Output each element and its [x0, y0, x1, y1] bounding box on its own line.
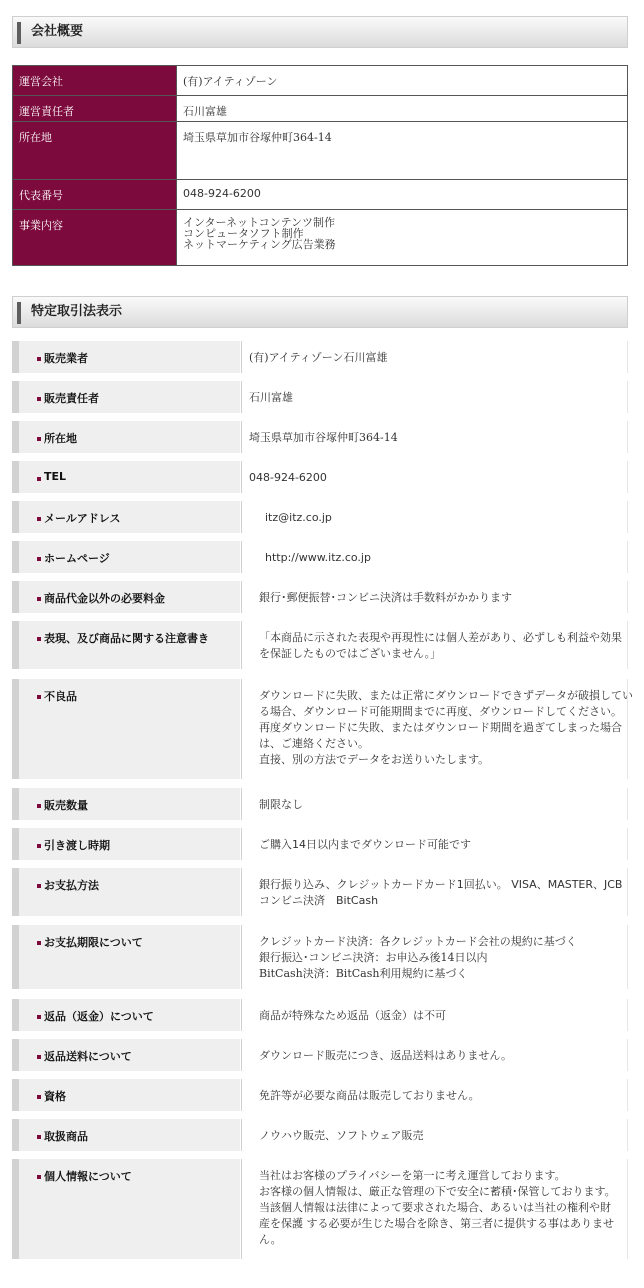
law-section-title: 特定取引法表示 — [31, 304, 123, 319]
law-row-value — [241, 788, 628, 820]
business-line: ネットマーケティング広告業務 — [183, 238, 336, 251]
law-row-value-line: 石川富雄 — [249, 391, 293, 404]
law-row — [12, 501, 628, 533]
law-row-value-line: 銀行振り込み、クレジットカードカード1回払い。 VISA、MASTER、JCB — [259, 878, 623, 891]
law-row-value — [241, 581, 628, 613]
law-row-label — [12, 1159, 240, 1259]
law-row-label — [12, 1039, 240, 1071]
law-row-value — [241, 1119, 628, 1151]
law-row-value — [241, 1159, 628, 1259]
law-row-value — [241, 421, 628, 453]
law-row-value — [241, 381, 628, 413]
company-row-label: 運営責任者 — [13, 96, 177, 122]
law-row-value-line: ご購入14日以内までダウンロード可能です — [259, 838, 471, 851]
company-row — [13, 66, 628, 96]
law-row — [12, 1119, 628, 1151]
law-row-label-text: 取扱商品 — [44, 1130, 88, 1143]
bullet-square-icon — [37, 437, 41, 441]
law-row-label — [12, 621, 240, 669]
law-row-value-line: 再度ダウンロードに失敗、またはダウンロード期間を過ぎてしまった場合 — [259, 721, 622, 734]
bullet-square-icon — [37, 844, 41, 848]
law-row-value — [241, 1039, 628, 1071]
law-row-value — [241, 679, 633, 779]
business-line: コンピュータソフト制作 — [183, 227, 304, 240]
law-row-value — [241, 501, 628, 533]
law-row-value-line: 産を保護 する必要が生じた場合を除き、第三者に提供する事はありませ — [259, 1217, 615, 1230]
bullet-square-icon — [37, 477, 41, 481]
law-row — [12, 828, 628, 860]
law-row-label-text: 引き渡し時期 — [44, 839, 110, 852]
company-section-header — [12, 16, 628, 48]
law-row — [12, 1039, 628, 1071]
bullet-square-icon — [37, 597, 41, 601]
law-row-value-line: 「本商品に示された表現や再現性には個人差があり、必ずしも利益や効果 — [259, 631, 622, 644]
company-row-value — [177, 210, 628, 266]
law-row-value — [241, 1079, 628, 1111]
law-row — [12, 868, 628, 916]
law-row-label-text: お支払方法 — [44, 879, 99, 892]
law-row-label-text: 個人情報について — [44, 1170, 132, 1183]
law-row-label-text: TEL — [44, 470, 67, 483]
law-row — [12, 461, 628, 493]
law-row-label — [12, 828, 240, 860]
law-row-label — [12, 461, 240, 493]
law-row-label — [12, 581, 240, 613]
company-section-title: 会社概要 — [31, 24, 84, 39]
law-row-label-text: 所在地 — [44, 432, 77, 445]
bullet-square-icon — [37, 557, 41, 561]
law-section-header — [12, 296, 628, 328]
law-row-value-line: 当該個人情報は法律によって要求された場合、あるいは当社の権利や財 — [259, 1201, 611, 1214]
law-row — [12, 621, 628, 669]
law-row-label — [12, 341, 240, 373]
law-row-label-text: メールアドレス — [44, 512, 121, 525]
law-row-value-line: お客様の個人情報は、厳正な管理の下で安全に蓄積･保管しております。 — [259, 1185, 616, 1198]
law-row-value-line: ダウンロードに失敗、または正常にダウンロードできずデータが破損してい — [259, 689, 633, 702]
law-row-value — [241, 828, 628, 860]
bullet-square-icon — [37, 1095, 41, 1099]
company-row-label: 代表番号 — [13, 180, 177, 210]
law-row — [12, 1079, 628, 1111]
law-row-value — [241, 999, 628, 1031]
law-row-label-text: 返品送料について — [44, 1050, 132, 1063]
company-row-value: 048-924-6200 — [177, 180, 628, 210]
law-row-value-line: ん。 — [259, 1233, 282, 1246]
law-row-label — [12, 925, 240, 989]
bullet-square-icon — [37, 1055, 41, 1059]
law-row — [12, 999, 628, 1031]
law-row — [12, 679, 633, 779]
law-row — [12, 1159, 628, 1259]
law-row-value-line: (有)アイティゾーン石川富雄 — [249, 351, 388, 364]
bullet-square-icon — [37, 357, 41, 361]
law-row-value-line: BitCash決済：BitCash利用規約に基づく — [259, 967, 468, 980]
law-row-value — [241, 621, 628, 669]
law-row-label-text: 不良品 — [44, 690, 77, 703]
law-row-label-text: 販売業者 — [44, 352, 88, 365]
company-row-value: (有)アイティゾーン — [177, 66, 628, 96]
company-row — [13, 180, 628, 210]
bullet-square-icon — [37, 1015, 41, 1019]
law-row-value-line: 埼玉県草加市谷塚仲町364-14 — [249, 431, 398, 444]
bullet-square-icon — [37, 1135, 41, 1139]
law-row-value-line: itz@itz.co.jp — [265, 511, 332, 524]
law-row-label-text: 表現、及び商品に関する注意書き — [44, 632, 209, 645]
law-row-value-line: を保証したものではございません。」 — [259, 647, 442, 660]
law-row-label-text: 返品（返金）について — [44, 1010, 154, 1023]
header-accent-bar — [17, 22, 21, 44]
law-row-value-line: ダウンロード販売につき、返品送料はありません。 — [259, 1049, 512, 1062]
law-row-label — [12, 541, 240, 573]
law-row-value — [241, 541, 628, 573]
law-row-label — [12, 999, 240, 1031]
law-row-value-line: ノウハウ販売、ソフトウェア販売 — [259, 1129, 424, 1142]
law-row — [12, 421, 628, 453]
bullet-square-icon — [37, 884, 41, 888]
law-row-value-line: は、ご連絡ください。 — [259, 737, 369, 750]
company-row — [13, 96, 628, 122]
law-row — [12, 925, 628, 989]
law-row — [12, 788, 628, 820]
law-row-label-text: 販売責任者 — [44, 392, 99, 405]
law-row-value — [241, 461, 628, 493]
law-row-value-line: 免許等が必要な商品は販売しておりません。 — [259, 1089, 480, 1102]
law-row-value-line: 直接、別の方法でデータをお送りいたします。 — [259, 753, 490, 766]
law-row-label-text: ホームページ — [44, 552, 110, 565]
law-row-label — [12, 381, 240, 413]
law-row-label-text: 商品代金以外の必要料金 — [44, 592, 165, 605]
law-row — [12, 581, 628, 613]
law-row-label-text: 販売数量 — [44, 799, 88, 812]
law-row-value-line: 銀行振込･コンビニ決済：お申込み後14日以内 — [259, 951, 488, 964]
company-info-table — [12, 65, 628, 266]
law-row-value — [241, 341, 628, 373]
business-line: インターネットコンテンツ制作 — [183, 216, 336, 229]
law-row-label — [12, 1079, 240, 1111]
law-row-label — [12, 421, 240, 453]
law-row-value-line: 商品が特殊なため返品（返金）は不可 — [259, 1009, 446, 1022]
company-row-value: 石川富雄 — [177, 96, 628, 122]
company-row-label: 所在地 — [13, 122, 177, 180]
law-row-label — [12, 1119, 240, 1151]
law-row-value-line: 制限なし — [259, 798, 303, 811]
law-row-value-line: 048-924-6200 — [249, 471, 327, 484]
company-row-value: 埼玉県草加市谷塚仲町364-14 — [177, 122, 628, 180]
law-row-value-line: コンビニ決済 BitCash — [259, 894, 379, 907]
law-row-label — [12, 501, 240, 533]
law-row — [12, 541, 628, 573]
law-row-label-text: 資格 — [44, 1090, 66, 1103]
company-row-label: 運営会社 — [13, 66, 177, 96]
law-row-value-line: 当社はお客様のプライバシーを第一に考え運営しております。 — [259, 1169, 566, 1182]
bullet-square-icon — [37, 517, 41, 521]
bullet-square-icon — [37, 804, 41, 808]
law-row-value-line: 銀行･郵便振替･コンビニ決済は手数料がかかります — [259, 591, 512, 604]
bullet-square-icon — [37, 941, 41, 945]
law-row-label — [12, 788, 240, 820]
law-row-value-line: http://www.itz.co.jp — [265, 551, 371, 564]
header-accent-bar — [17, 302, 21, 324]
law-row-label — [12, 679, 240, 779]
company-row — [13, 210, 628, 266]
law-row — [12, 341, 628, 373]
law-row-value-line: る場合、ダウンロード可能期間までに再度、ダウンロードしてください。 — [259, 705, 622, 718]
company-row-label: 事業内容 — [13, 210, 177, 266]
law-row-label — [12, 868, 240, 916]
law-row-value — [241, 925, 628, 989]
bullet-square-icon — [37, 1175, 41, 1179]
bullet-square-icon — [37, 637, 41, 641]
law-row-label-text: お支払期限について — [44, 936, 143, 949]
company-row — [13, 122, 628, 180]
law-row-value-line: クレジットカード決済：各クレジットカード会社の規約に基づく — [259, 935, 577, 948]
law-row — [12, 381, 628, 413]
bullet-square-icon — [37, 695, 41, 699]
bullet-square-icon — [37, 397, 41, 401]
law-row-value — [241, 868, 628, 916]
